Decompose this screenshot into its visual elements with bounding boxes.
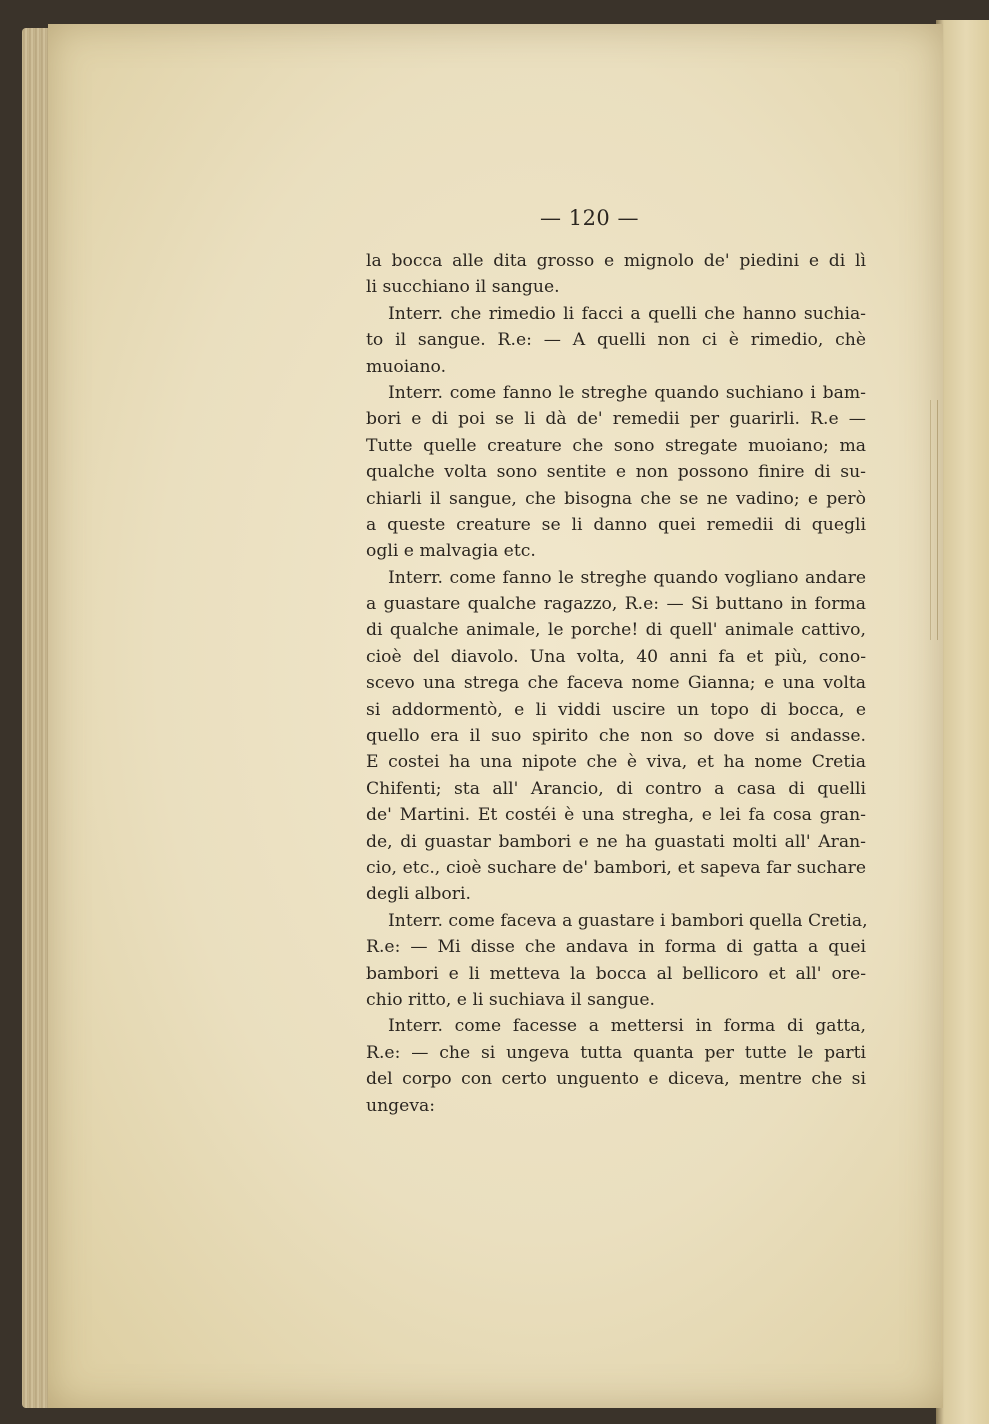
text-line: la bocca alle dita grosso e mignolo de' piedini e di lì	[366, 251, 866, 271]
text-line: degli albori.	[366, 884, 471, 905]
text-line: muoiano.	[366, 356, 447, 377]
text-line: Interr. come fanno le streghe quando suchiano i bam-	[388, 382, 866, 403]
paragraph	[366, 301, 866, 380]
text-line: to il sangue. R.e: — A quelli non ci è rimedio, chè	[366, 330, 866, 351]
text-line: Interr. come fanno le streghe quando vogliano andare	[388, 567, 866, 588]
text-line: de, di guastar bambori e ne ha guastati molti all' Aran-	[366, 831, 866, 852]
text-line: Interr. come faceva a guastare i bambori quella Cretia,	[388, 910, 868, 931]
text-line: Tutte quelle creature che sono stregate muoiano; ma	[366, 435, 866, 456]
text-line: Interr. che rimedio li facci a quelli che hanno suchia-	[388, 303, 866, 324]
paragraph	[366, 380, 866, 565]
text-line: del corpo con certo unguento e diceva, mentre che si	[366, 1069, 866, 1090]
text-line: si addormentò, e li viddi uscire un topo di bocca, e	[366, 699, 866, 720]
text-line: de' Martini. Et costéi è una stregha, e lei fa cosa gran-	[366, 805, 866, 826]
paragraph	[366, 1013, 866, 1119]
text-line: R.e: — che si ungeva tutta quanta per tutte le parti	[366, 1042, 866, 1063]
text-line: ungeva:	[366, 1095, 436, 1116]
page-number	[48, 206, 943, 230]
text-line: R.e: — Mi disse che andava in forma di gatta a quei	[366, 937, 866, 958]
text-line: scevo una strega che faceva nome Gianna; e una volta	[366, 673, 866, 694]
paragraph	[366, 565, 866, 908]
text-line: di qualche animale, le porche! di quell' animale cattivo,	[366, 620, 866, 641]
text-line: a guastare qualche ragazzo, R.e: — Si buttano in forma	[366, 594, 866, 615]
text-line: chio ritto, e li suchiava il sangue.	[366, 989, 655, 1010]
paragraph	[366, 908, 866, 1014]
paragraph	[366, 248, 866, 301]
text-line: a queste creature se li danno quei remedii di quegli	[366, 514, 866, 535]
book-page	[48, 24, 943, 1408]
text-line: bori e di poi se li dà de' remedii per guarirli. R.e —	[366, 409, 866, 430]
text-line: ogli e malvagia etc.	[366, 541, 536, 562]
text-line: cioè del diavolo. Una volta, 40 anni fa et più, cono-	[366, 646, 866, 667]
facing-page-edge	[936, 20, 989, 1424]
text-line: Interr. come facesse a mettersi in forma di gatta,	[388, 1016, 866, 1037]
text-line: Chifenti; sta all' Arancio, di contro a casa di quelli	[366, 778, 866, 799]
body-text	[366, 248, 866, 1119]
text-line: cio, etc., cioè suchare de' bambori, et sapeva far suchare	[366, 857, 866, 878]
gutter-bookmark-strip	[930, 400, 938, 640]
text-line: bambori e li metteva la bocca al bellicoro et all' ore-	[366, 963, 866, 984]
text-line: quello era il suo spirito che non so dove si andasse.	[366, 726, 866, 747]
text-line: qualche volta sono sentite e non possono finire di su-	[366, 462, 866, 483]
page-number-text: — 120 —	[540, 206, 639, 230]
text-line: li succhiano il sangue.	[366, 277, 560, 298]
text-line: chiarli il sangue, che bisogna che se ne vadino; e però	[366, 488, 866, 509]
text-line: E costei ha una nipote che è viva, et ha nome Cretia	[366, 752, 866, 773]
